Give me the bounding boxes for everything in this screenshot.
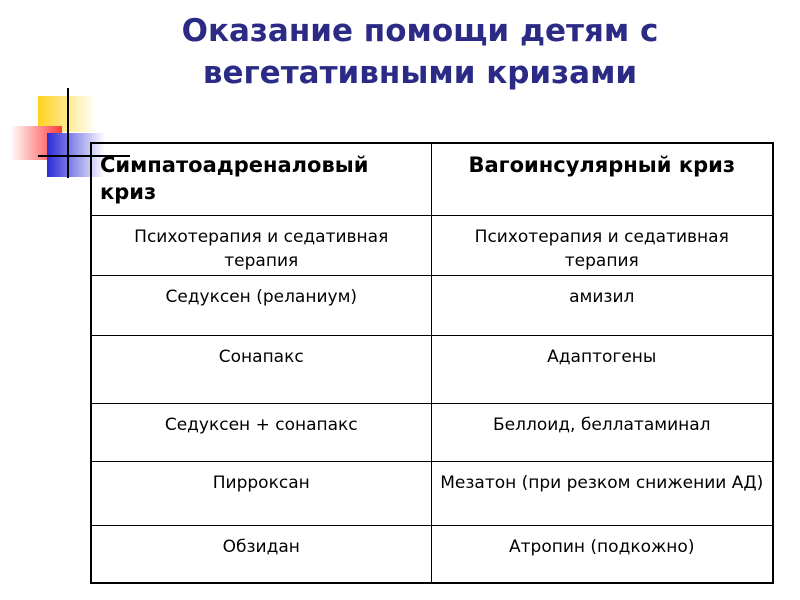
table-cell: Атропин (подкожно) (431, 525, 773, 583)
table-cell: Психотерапия и седативная терапия (91, 215, 431, 275)
table-cell: Адаптогены (431, 335, 773, 403)
table-row (91, 461, 773, 525)
table-cell: Седуксен (реланиум) (91, 275, 431, 335)
table-cell: амизил (431, 275, 773, 335)
slide-title-line-2: вегетативными кризами (202, 55, 638, 91)
table-cell: Сонапакс (91, 335, 431, 403)
table-row (91, 403, 773, 461)
treatment-table (90, 142, 774, 584)
table-row (91, 275, 773, 335)
table-cell: Седуксен + сонапакс (91, 403, 431, 461)
table-row (91, 335, 773, 403)
table-cell: Обзидан (91, 525, 431, 583)
table-cell: Мезатон (при резком снижении АД) (431, 461, 773, 525)
slide-title-line-1: Оказание помощи детям с (181, 13, 659, 49)
slide-title (80, 10, 760, 94)
table-row (91, 215, 773, 275)
table-header-row (91, 143, 773, 215)
table-row (91, 525, 773, 583)
header-sympathoadrenal: Симпатоадреналовый криз (91, 143, 431, 215)
table-cell: Пирроксан (91, 461, 431, 525)
table-cell: Беллоид, беллатаминал (431, 403, 773, 461)
header-vagoinsular: Вагоинсулярный криз (431, 143, 773, 215)
table-cell: Психотерапия и седативная терапия (431, 215, 773, 275)
